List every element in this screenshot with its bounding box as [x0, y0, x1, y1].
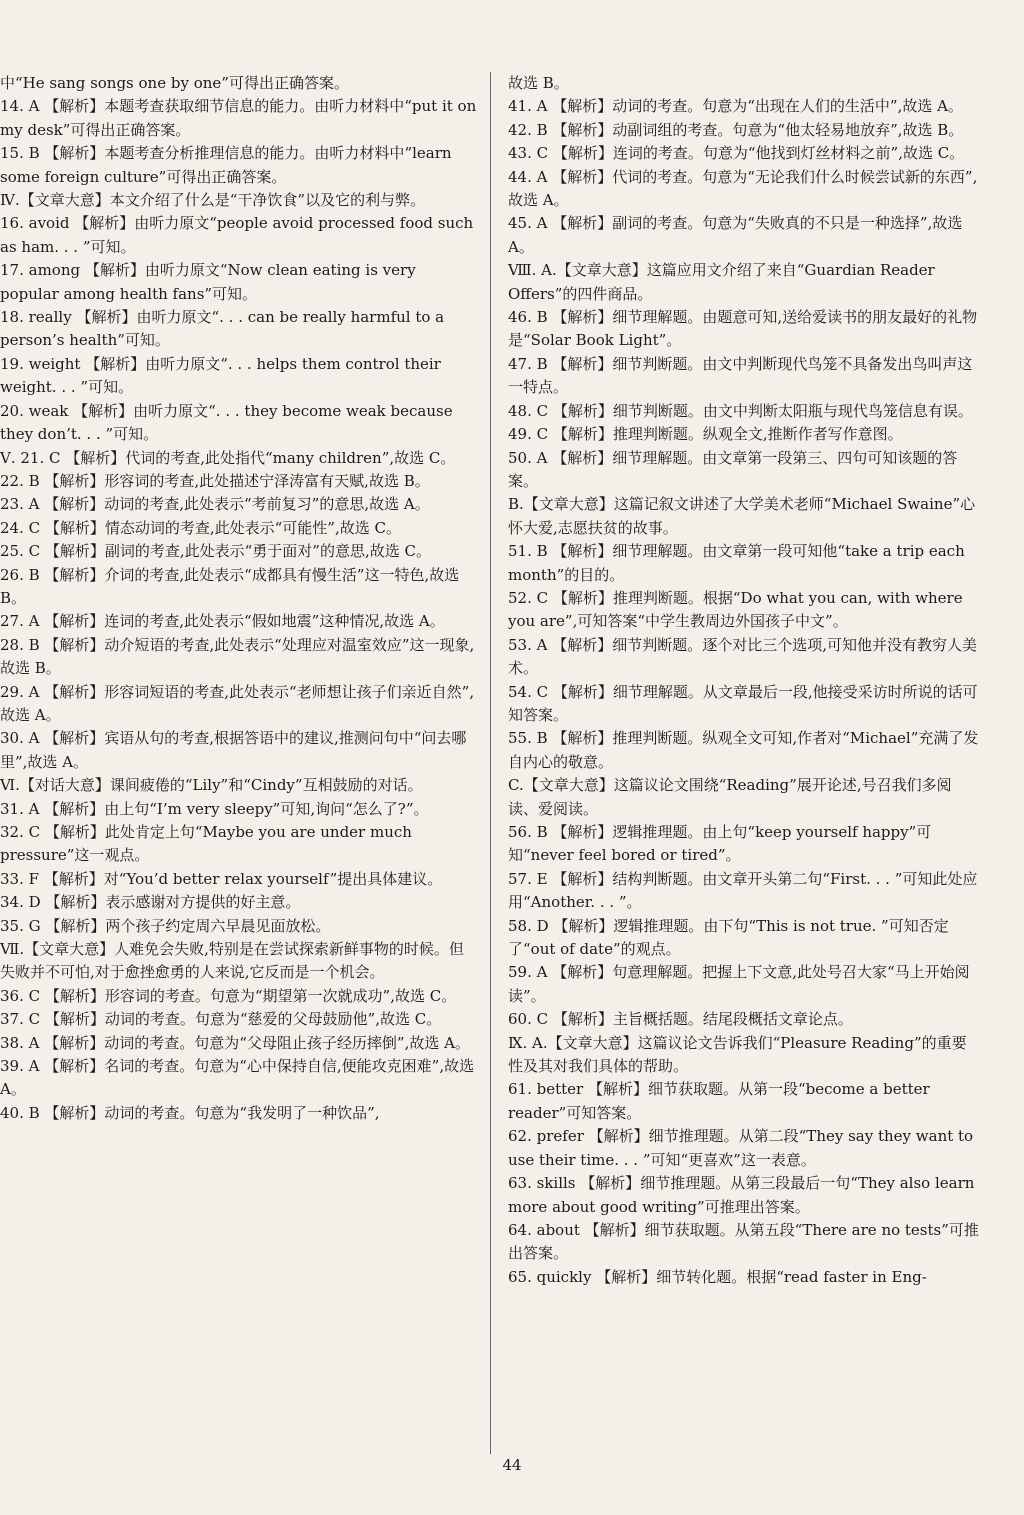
right-column-entry: 43. C 【解析】连词的考查。句意为“他找到灯丝材料之前”,故选 C。 [508, 144, 965, 163]
left-column-entry: 39. A 【解析】名词的考查。句意为“心中保持自信,便能攻克困难”,故选 A。 [0, 1057, 475, 1099]
left-column-entry: 14. A 【解析】本题考查获取细节信息的能力。由听力材料中“put it on my desk”可得出正确答案。 [0, 97, 477, 139]
right-column-entry: 49. C 【解析】推理判断题。纵观全文,推断作者写作意图。 [508, 425, 903, 444]
right-column-entry: 62. prefer 【解析】细节推理题。从第二段“They say they want to use their time. . . ”可知“更喜欢”这一表意。 [508, 1127, 974, 1169]
left-column-entry: 16. avoid 【解析】由听力原文“people avoid processed food such as ham. . . ”可知。 [0, 214, 474, 256]
right-column [508, 72, 980, 1289]
right-column-entry: 64. about 【解析】细节获取题。从第五段“There are no tests”可推出答案。 [508, 1220, 979, 1263]
left-column-entry: 22. B 【解析】形容词的考查,此处描述宁泽涛富有天赋,故选 B。 [0, 471, 430, 490]
left-column-entry: 38. A 【解析】动词的考查。句意为“父母阻止孩子经历摔倒”,故选 A。 [0, 1033, 470, 1052]
right-column-entry: 45. A 【解析】副词的考查。句意为“失败真的不只是一种选择”,故选 A。 [508, 214, 963, 256]
right-column-entry: 65. quickly 【解析】细节转化题。根据“read faster in Eng- [508, 1267, 927, 1286]
right-column-entry: 50. A 【解析】细节理解题。由文章第一段第三、四句可知该题的答案。 [508, 448, 958, 490]
left-column-entry: 34. D 【解析】表示感谢对方提供的好主意。 [0, 893, 301, 912]
left-column-entry: 32. C 【解析】此处肯定上句“Maybe you are under much pressure”这一观点。 [0, 823, 412, 865]
column-divider [490, 72, 491, 1454]
right-column-entry: 47. B 【解析】细节判断题。由文中判断现代鸟笼不具备发出鸟叫声这一特点。 [508, 354, 973, 397]
right-column-entry: 57. E 【解析】结构判断题。由文章开头第二句“First. . . ”可知此处应用“Another. . . ”。 [508, 869, 978, 912]
right-column-entry: Ⅷ. A.【文章大意】这篇应用文介绍了来自“Guardian Reader Offers”的四件商品。 [508, 261, 935, 303]
right-column-entry: 58. D 【解析】逻辑推理题。由下句“This is not true. ”可知否定了“out of date”的观点。 [508, 916, 949, 959]
left-column-entry: 31. A 【解析】由上句“I’m very sleepy”可知,询问“怎么了?”。 [0, 799, 429, 818]
left-column-entry: 30. A 【解析】宾语从句的考查,根据答语中的建议,推测问句中“问去哪里”,故选 A。 [0, 729, 467, 771]
left-column-entry: 25. C 【解析】副词的考查,此处表示“勇于面对”的意思,故选 C。 [0, 542, 431, 561]
right-column-entry: 48. C 【解析】细节判断题。由文中判断太阳瓶与现代鸟笼信息有误。 [508, 401, 973, 420]
left-column-entry: 36. C 【解析】形容词的考查。句意为“期望第一次就成功”,故选 C。 [0, 986, 457, 1005]
right-column-entry: 60. C 【解析】主旨概括题。结尾段概括文章论点。 [508, 1010, 853, 1029]
right-column-entry: Ⅸ. A.【文章大意】这篇议论文告诉我们“Pleasure Reading”的重要性及其对我们具体的帮助。 [508, 1033, 967, 1076]
right-column-entry: 故选 B。 [508, 74, 569, 92]
right-column-entry: 63. skills 【解析】细节推理题。从第三段最后一句“They also learn more about good writing”可推理出答案。 [508, 1174, 975, 1216]
right-column-entry: 56. B 【解析】逻辑推理题。由上句“keep yourself happy”可知“never feel bored or tired”。 [508, 823, 932, 865]
left-column-entry: 37. C 【解析】动词的考查。句意为“慈爱的父母鼓励他”,故选 C。 [0, 1010, 442, 1029]
left-column-entry: Ⅵ.【对话大意】课间疲倦的“Lily”和“Cindy”互相鼓励的对话。 [0, 776, 423, 795]
left-column-entry: Ⅳ.【文章大意】本文介绍了什么是“干净饮食”以及它的利与弊。 [0, 191, 426, 210]
right-column-entry: 59. A 【解析】句意理解题。把握上下文意,此处号召大家“马上开始阅读”。 [508, 963, 970, 1005]
left-column-entry: Ⅶ.【文章大意】人难免会失败,特别是在尝试探索新鲜事物的时候。但失败并不可怕,对于愈挫愈勇的人来说,它反而是一个机会。 [0, 940, 464, 982]
left-column [0, 72, 478, 1125]
right-column-entry: 61. better 【解析】细节获取题。从第一段“become a better reader”可知答案。 [508, 1080, 930, 1122]
right-column-entry: C.【文章大意】这篇议论文围绕“Reading”展开论述,号召我们多阅读、爱阅读。 [508, 776, 952, 818]
right-column-entry: 44. A 【解析】代词的考查。句意为“无论我们什么时候尝试新的东西”,故选 A。 [508, 167, 978, 210]
left-column-entry: 29. A 【解析】形容词短语的考查,此处表示“老师想让孩子们亲近自然”,故选 A。 [0, 682, 475, 724]
right-column-entry: B.【文章大意】这篇记叙文讲述了大学美术老师“Michael Swaine”心怀大爱,志愿扶贫的故事。 [508, 495, 976, 537]
right-column-entry: 42. B 【解析】动副词组的考查。句意为“他太轻易地放弃”,故选 B。 [508, 120, 964, 139]
left-column-entry: 24. C 【解析】情态动词的考查,此处表示“可能性”,故选 C。 [0, 518, 401, 537]
right-column-entry: 41. A 【解析】动词的考查。句意为“出现在人们的生活中”,故选 A。 [508, 97, 963, 116]
left-column-entry: Ⅴ. 21. C 【解析】代词的考查,此处指代“many children”,故选 C。 [0, 448, 456, 467]
left-column-entry: 35. G 【解析】两个孩子约定周六早晨见面放松。 [0, 916, 331, 935]
right-column-entry: 53. A 【解析】细节判断题。逐个对比三个选项,可知他并没有教穷人美术。 [508, 635, 977, 678]
left-column-entry: 19. weight 【解析】由听力原文“. . . helps them control their weight. . . ”可知。 [0, 354, 441, 397]
right-column-entry: 51. B 【解析】细节理解题。由文章第一段可知他“take a trip each month”的目的。 [508, 542, 965, 584]
left-column-entry: 17. among 【解析】由听力原文“Now clean eating is very popular among health fans”可知。 [0, 261, 416, 303]
left-column-entry: 33. F 【解析】对“You’d better relax yourself”提出具体建议。 [0, 869, 443, 888]
left-column-entry: 15. B 【解析】本题考查分析推理信息的能力。由听力材料中“learn some foreign culture”可得出正确答案。 [0, 144, 452, 186]
right-column-entry: 55. B 【解析】推理判断题。纵观全文可知,作者对“Michael”充满了发自内心的敬意。 [508, 729, 979, 771]
right-column-entry: 54. C 【解析】细节理解题。从文章最后一段,他接受采访时所说的话可知答案。 [508, 682, 978, 724]
page-number: 44 [502, 1456, 522, 1474]
right-column-entry: 46. B 【解析】细节理解题。由题意可知,送给爱读书的朋友最好的礼物是“Solar Book Light”。 [508, 308, 978, 350]
left-column-entry: 中“He sang songs one by one”可得出正确答案。 [0, 74, 349, 92]
right-column-entry: 52. C 【解析】推理判断题。根据“Do what you can, with where you are”,可知答案“中学生教周边外国孩子中文”。 [508, 588, 963, 631]
left-column-entry: 23. A 【解析】动词的考查,此处表示“考前复习”的意思,故选 A。 [0, 495, 430, 514]
left-column-entry: 40. B 【解析】动词的考查。句意为“我发明了一种饮品”, [0, 1103, 380, 1122]
left-column-entry: 18. really 【解析】由听力原文“. . . can be really harmful to a person’s health”可知。 [0, 308, 445, 350]
left-column-entry: 26. B 【解析】介词的考查,此处表示“成都具有慢生活”这一特色,故选 B。 [0, 565, 460, 607]
left-column-entry: 28. B 【解析】动介短语的考查,此处表示“处理应对温室效应”这一现象,故选 B。 [0, 635, 475, 678]
left-column-entry: 20. weak 【解析】由听力原文“. . . they become weak because they don’t. . . ”可知。 [0, 401, 453, 444]
left-column-entry: 27. A 【解析】连词的考查,此处表示“假如地震”这种情况,故选 A。 [0, 612, 445, 631]
